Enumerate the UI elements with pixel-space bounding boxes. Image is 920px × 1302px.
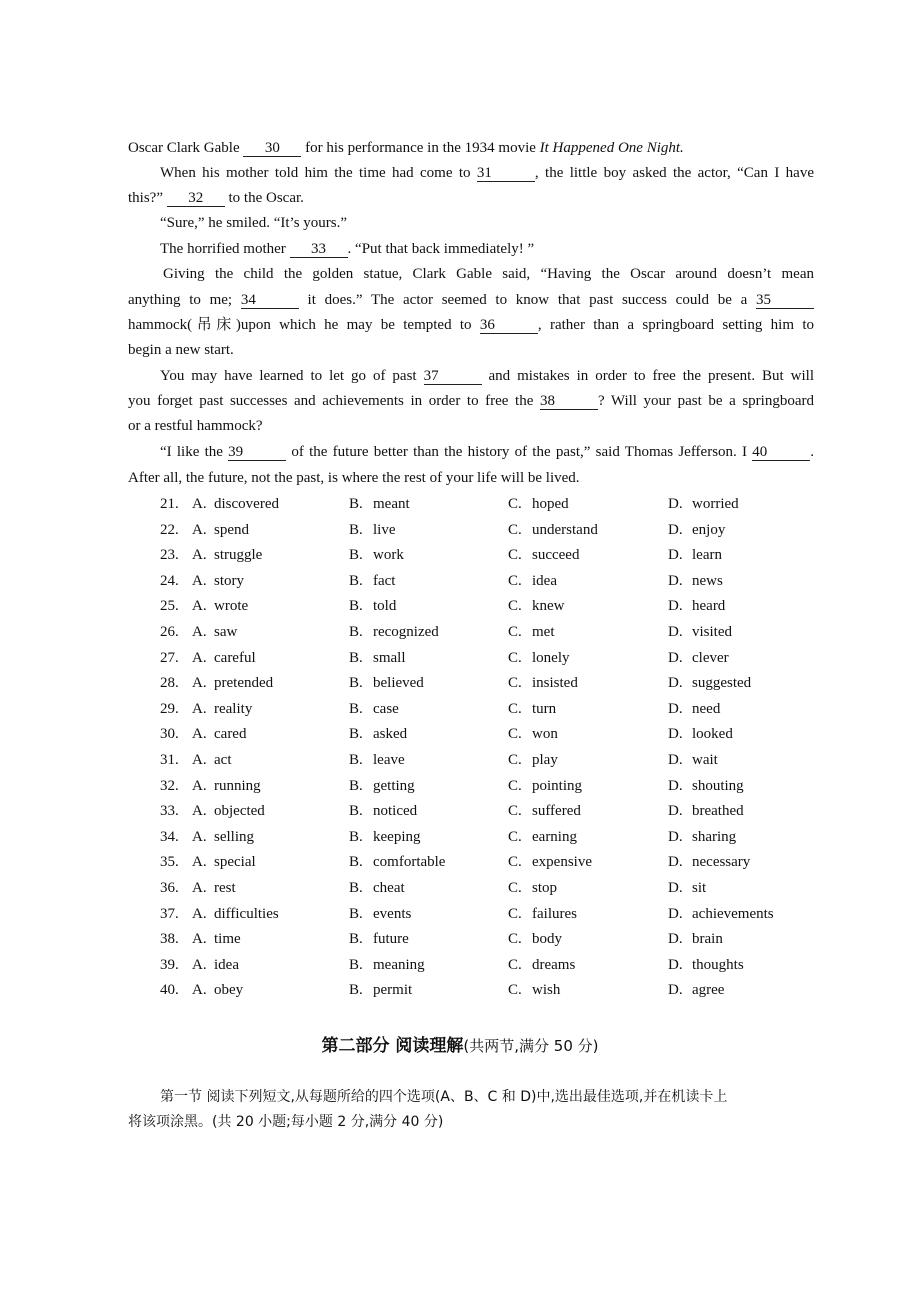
option-letter: B. (349, 700, 363, 717)
question-number: 37. (160, 905, 179, 922)
option-letter: B. (349, 956, 363, 973)
option-letter: C. (508, 624, 522, 640)
blank-37: 37 (424, 369, 482, 385)
section-subtitle: (共两节,满分 50 分) (463, 1037, 599, 1055)
option-d: looked (692, 726, 733, 743)
option-letter: A. (192, 803, 207, 820)
option-b: leave (373, 752, 405, 768)
option-letter: A. (192, 828, 207, 845)
option-letter: C. (508, 547, 522, 564)
movie-title: It Happened One Night. (539, 140, 684, 156)
option-letter: A. (192, 956, 207, 973)
option-letter: B. (349, 726, 363, 743)
option-b: small (373, 649, 406, 666)
option-d: wait (692, 752, 718, 768)
option-letter: B. (349, 905, 363, 922)
option-letter: C. (508, 598, 522, 615)
option-letter: A. (192, 598, 207, 615)
blank-40: 40 (752, 445, 810, 461)
option-a: act (214, 752, 232, 768)
passage-text: . “Put that back immediately! ” (347, 241, 535, 257)
passage-text: or a restful hammock? (128, 418, 263, 434)
option-d: brain (692, 931, 723, 948)
option-letter: D. (668, 828, 683, 845)
option-c: play (532, 752, 558, 768)
option-c: succeed (532, 547, 580, 564)
option-a: struggle (214, 547, 263, 564)
question-number: 34. (160, 828, 179, 845)
passage-text: . (810, 444, 814, 460)
option-letter: D. (668, 752, 683, 768)
question-number: 31. (160, 752, 179, 768)
option-letter: C. (508, 803, 522, 820)
question-number: 35. (160, 854, 179, 871)
option-b: recognized (373, 624, 439, 640)
option-letter: C. (508, 726, 522, 743)
blank-32: 32 (167, 191, 225, 207)
blank-33: 33 (290, 242, 348, 258)
section-title: 第二部分 阅读理解 (321, 1036, 464, 1056)
blank-31: 31 (477, 166, 535, 182)
option-letter: D. (668, 572, 683, 589)
option-a: special (214, 854, 256, 871)
passage-text: You may have learned to let go of past (160, 368, 424, 384)
option-c: insisted (532, 675, 578, 692)
option-letter: A. (192, 880, 207, 896)
option-a: objected (214, 803, 265, 820)
option-letter: C. (508, 675, 522, 692)
option-a: pretended (214, 675, 274, 692)
passage-line (160, 212, 814, 234)
question-number: 36. (160, 880, 179, 896)
option-letter: B. (349, 624, 363, 640)
option-letter: A. (192, 624, 207, 640)
option-b: live (373, 521, 396, 538)
option-d: worried (692, 496, 739, 512)
option-c: expensive (532, 854, 592, 871)
option-letter: C. (508, 700, 522, 717)
option-a: reality (214, 700, 253, 717)
passage-line (128, 137, 814, 159)
option-letter: C. (508, 880, 522, 896)
passage-line (160, 365, 814, 387)
option-c: failures (532, 905, 577, 922)
passage-text: it does.” The actor seemed to know that past success could be a (298, 292, 756, 308)
option-letter: A. (192, 700, 207, 717)
option-a: discovered (214, 496, 279, 512)
option-letter: D. (668, 598, 683, 615)
option-letter: C. (508, 521, 522, 538)
option-b: believed (373, 675, 424, 692)
option-letter: D. (668, 649, 683, 666)
option-a: spend (214, 521, 249, 538)
blank-34: 34 (241, 293, 299, 309)
option-letter: D. (668, 726, 683, 743)
option-letter: B. (349, 752, 363, 768)
passage-text: Giving the child the golden statue, Clark Gable said, “Having the Oscar around doesn’t mean (163, 266, 814, 282)
passage-text: , rather than a springboard setting him to (537, 317, 814, 333)
option-b: meant (373, 496, 410, 512)
option-b: work (373, 547, 404, 564)
option-letter: A. (192, 649, 207, 666)
option-letter: B. (349, 880, 363, 896)
question-number: 33. (160, 803, 179, 820)
option-letter: A. (192, 982, 207, 999)
option-a: wrote (214, 598, 249, 615)
option-d: sharing (692, 828, 737, 845)
passage-line (128, 467, 814, 489)
question-number: 26. (160, 624, 179, 640)
option-c: met (532, 624, 555, 640)
option-letter: A. (192, 496, 207, 512)
option-letter: A. (192, 905, 207, 922)
question-number: 29. (160, 700, 179, 717)
option-c: understand (532, 521, 598, 538)
passage-line (128, 339, 814, 361)
question-number: 28. (160, 675, 179, 692)
passage-text: anything to me; (128, 292, 241, 308)
question-number: 27. (160, 649, 179, 666)
blank-35: 35 (756, 293, 814, 309)
option-b: case (373, 700, 399, 717)
option-letter: B. (349, 982, 363, 999)
option-b: told (373, 598, 397, 615)
instruction-line-1: 第一节 阅读下列短文,从每题所给的四个选项(A、B、C 和 D)中,选出最佳选项,并在机读卡上 (160, 1089, 728, 1105)
passage-line (160, 162, 814, 184)
passage-text: this?” (128, 190, 167, 206)
option-b: fact (373, 572, 396, 589)
option-b: asked (373, 726, 408, 743)
option-d: news (692, 572, 723, 589)
option-b: keeping (373, 828, 421, 845)
question-number: 24. (160, 572, 179, 589)
option-d: shouting (692, 777, 744, 794)
option-a: idea (214, 956, 239, 973)
option-c: earning (532, 828, 577, 845)
passage-text: “I like the (160, 444, 229, 460)
option-d: necessary (692, 854, 751, 871)
blank-39: 39 (228, 445, 286, 461)
option-letter: C. (508, 828, 522, 845)
option-b: events (373, 905, 412, 922)
option-letter: D. (668, 675, 683, 692)
blank-30: 30 (243, 141, 301, 157)
option-letter: B. (349, 572, 363, 589)
option-letter: B. (349, 777, 363, 794)
option-a: difficulties (214, 905, 279, 922)
option-c: knew (532, 598, 565, 615)
question-number: 40. (160, 982, 179, 999)
option-letter: C. (508, 777, 522, 794)
option-letter: C. (508, 572, 522, 589)
option-c: body (532, 931, 562, 948)
passage-text: ? Will your past be a springboard (597, 393, 814, 409)
option-letter: B. (349, 496, 363, 512)
passage-text: “Sure,” he smiled. “It’s yours.” (160, 215, 348, 231)
option-c: dreams (532, 956, 576, 973)
question-number: 30. (160, 726, 179, 743)
option-letter: D. (668, 777, 683, 794)
option-letter: D. (668, 905, 683, 922)
option-letter: C. (508, 982, 522, 999)
option-c: suffered (532, 803, 581, 820)
option-d: thoughts (692, 956, 744, 973)
passage-line (128, 289, 814, 311)
option-letter: A. (192, 675, 207, 692)
option-letter: A. (192, 931, 207, 948)
passage-line (160, 238, 814, 260)
passage-text: begin a new start. (128, 342, 234, 358)
passage-text: Oscar Clark Gable (128, 140, 244, 156)
option-a: saw (214, 624, 238, 640)
option-c: stop (532, 880, 558, 896)
option-b: getting (373, 777, 415, 794)
option-letter: C. (508, 854, 522, 871)
question-number: 38. (160, 931, 179, 948)
option-letter: A. (192, 521, 207, 538)
option-letter: B. (349, 547, 363, 564)
passage-text: for his performance in the 1934 movie (301, 140, 540, 156)
passage-text: of the future better than the history of the past,” said Thomas Jefferson. I (286, 444, 753, 460)
option-letter: B. (349, 649, 363, 666)
option-c: lonely (532, 649, 570, 666)
option-letter: D. (668, 624, 683, 640)
option-d: sit (692, 880, 707, 896)
option-a: rest (214, 880, 236, 896)
passage-text: you forget past successes and achievements in order to free the (128, 393, 540, 409)
option-letter: C. (508, 956, 522, 973)
option-letter: A. (192, 854, 207, 871)
option-letter: B. (349, 675, 363, 692)
question-number: 25. (160, 598, 179, 615)
option-letter: D. (668, 854, 683, 871)
option-b: future (373, 931, 409, 948)
option-d: suggested (692, 675, 752, 692)
option-c: hoped (532, 496, 569, 512)
passage-text: hammock(吊床)upon which he may be tempted to (128, 317, 480, 333)
option-a: time (214, 931, 241, 948)
option-a: story (214, 572, 244, 589)
section-heading (0, 1031, 920, 1056)
option-a: careful (214, 649, 256, 666)
option-letter: A. (192, 777, 207, 794)
question-number: 22. (160, 521, 179, 538)
passage-text: and mistakes in order to free the present. But will (481, 368, 814, 384)
option-letter: B. (349, 521, 363, 538)
blank-36: 36 (480, 318, 538, 334)
passage-line (160, 441, 814, 463)
passage-line (128, 187, 814, 209)
blank-38: 38 (540, 394, 598, 410)
option-c: turn (532, 700, 557, 717)
option-d: clever (692, 649, 729, 666)
option-d: breathed (692, 803, 744, 820)
option-letter: D. (668, 880, 683, 896)
option-d: need (692, 700, 721, 717)
option-letter: D. (668, 496, 683, 512)
option-letter: C. (508, 752, 522, 768)
passage-text: When his mother told him the time had come to (160, 165, 477, 181)
option-c: idea (532, 572, 557, 589)
option-letter: D. (668, 803, 683, 820)
option-d: enjoy (692, 521, 726, 538)
option-b: cheat (373, 880, 405, 896)
option-letter: A. (192, 752, 207, 768)
passage-text: to the Oscar. (224, 190, 304, 206)
option-c: wish (532, 982, 561, 999)
option-d: achievements (692, 905, 774, 922)
option-letter: B. (349, 931, 363, 948)
question-number: 39. (160, 956, 179, 973)
option-letter: B. (349, 598, 363, 615)
option-a: selling (214, 828, 254, 845)
option-letter: C. (508, 905, 522, 922)
option-letter: A. (192, 547, 207, 564)
passage-line (163, 263, 814, 285)
option-letter: D. (668, 700, 683, 717)
option-b: comfortable (373, 854, 446, 871)
option-d: learn (692, 547, 722, 564)
passage-line (128, 415, 814, 437)
option-d: visited (692, 624, 732, 640)
option-letter: A. (192, 572, 207, 589)
option-letter: C. (508, 649, 522, 666)
option-a: cared (214, 726, 247, 743)
passage-text: The horrified mother (160, 241, 290, 257)
option-letter: B. (349, 828, 363, 845)
option-b: meaning (373, 956, 425, 973)
instruction-line-2: 将该项涂黑。(共 20 小题;每小题 2 分,满分 40 分) (128, 1114, 444, 1130)
passage-text: After all, the future, not the past, is where the rest of your life will be lived. (128, 470, 580, 486)
option-d: agree (692, 982, 725, 999)
question-number: 21. (160, 496, 179, 512)
passage-line (128, 314, 814, 336)
option-c: pointing (532, 777, 583, 794)
option-letter: A. (192, 726, 207, 743)
option-letter: B. (349, 854, 363, 871)
option-c: won (532, 726, 558, 743)
option-letter: C. (508, 931, 522, 948)
option-b: permit (373, 982, 413, 999)
option-letter: B. (349, 803, 363, 820)
passage-text: , the little boy asked the actor, “Can I have (534, 165, 814, 181)
option-d: heard (692, 598, 726, 615)
option-letter: D. (668, 956, 683, 973)
passage-line (128, 390, 814, 412)
option-letter: C. (508, 496, 522, 512)
option-letter: D. (668, 982, 683, 999)
option-letter: D. (668, 547, 683, 564)
option-a: running (214, 777, 261, 794)
question-number: 32. (160, 777, 179, 794)
option-letter: D. (668, 521, 683, 538)
option-a: obey (214, 982, 244, 999)
option-letter: D. (668, 931, 683, 948)
option-b: noticed (373, 803, 418, 820)
question-number: 23. (160, 547, 179, 564)
